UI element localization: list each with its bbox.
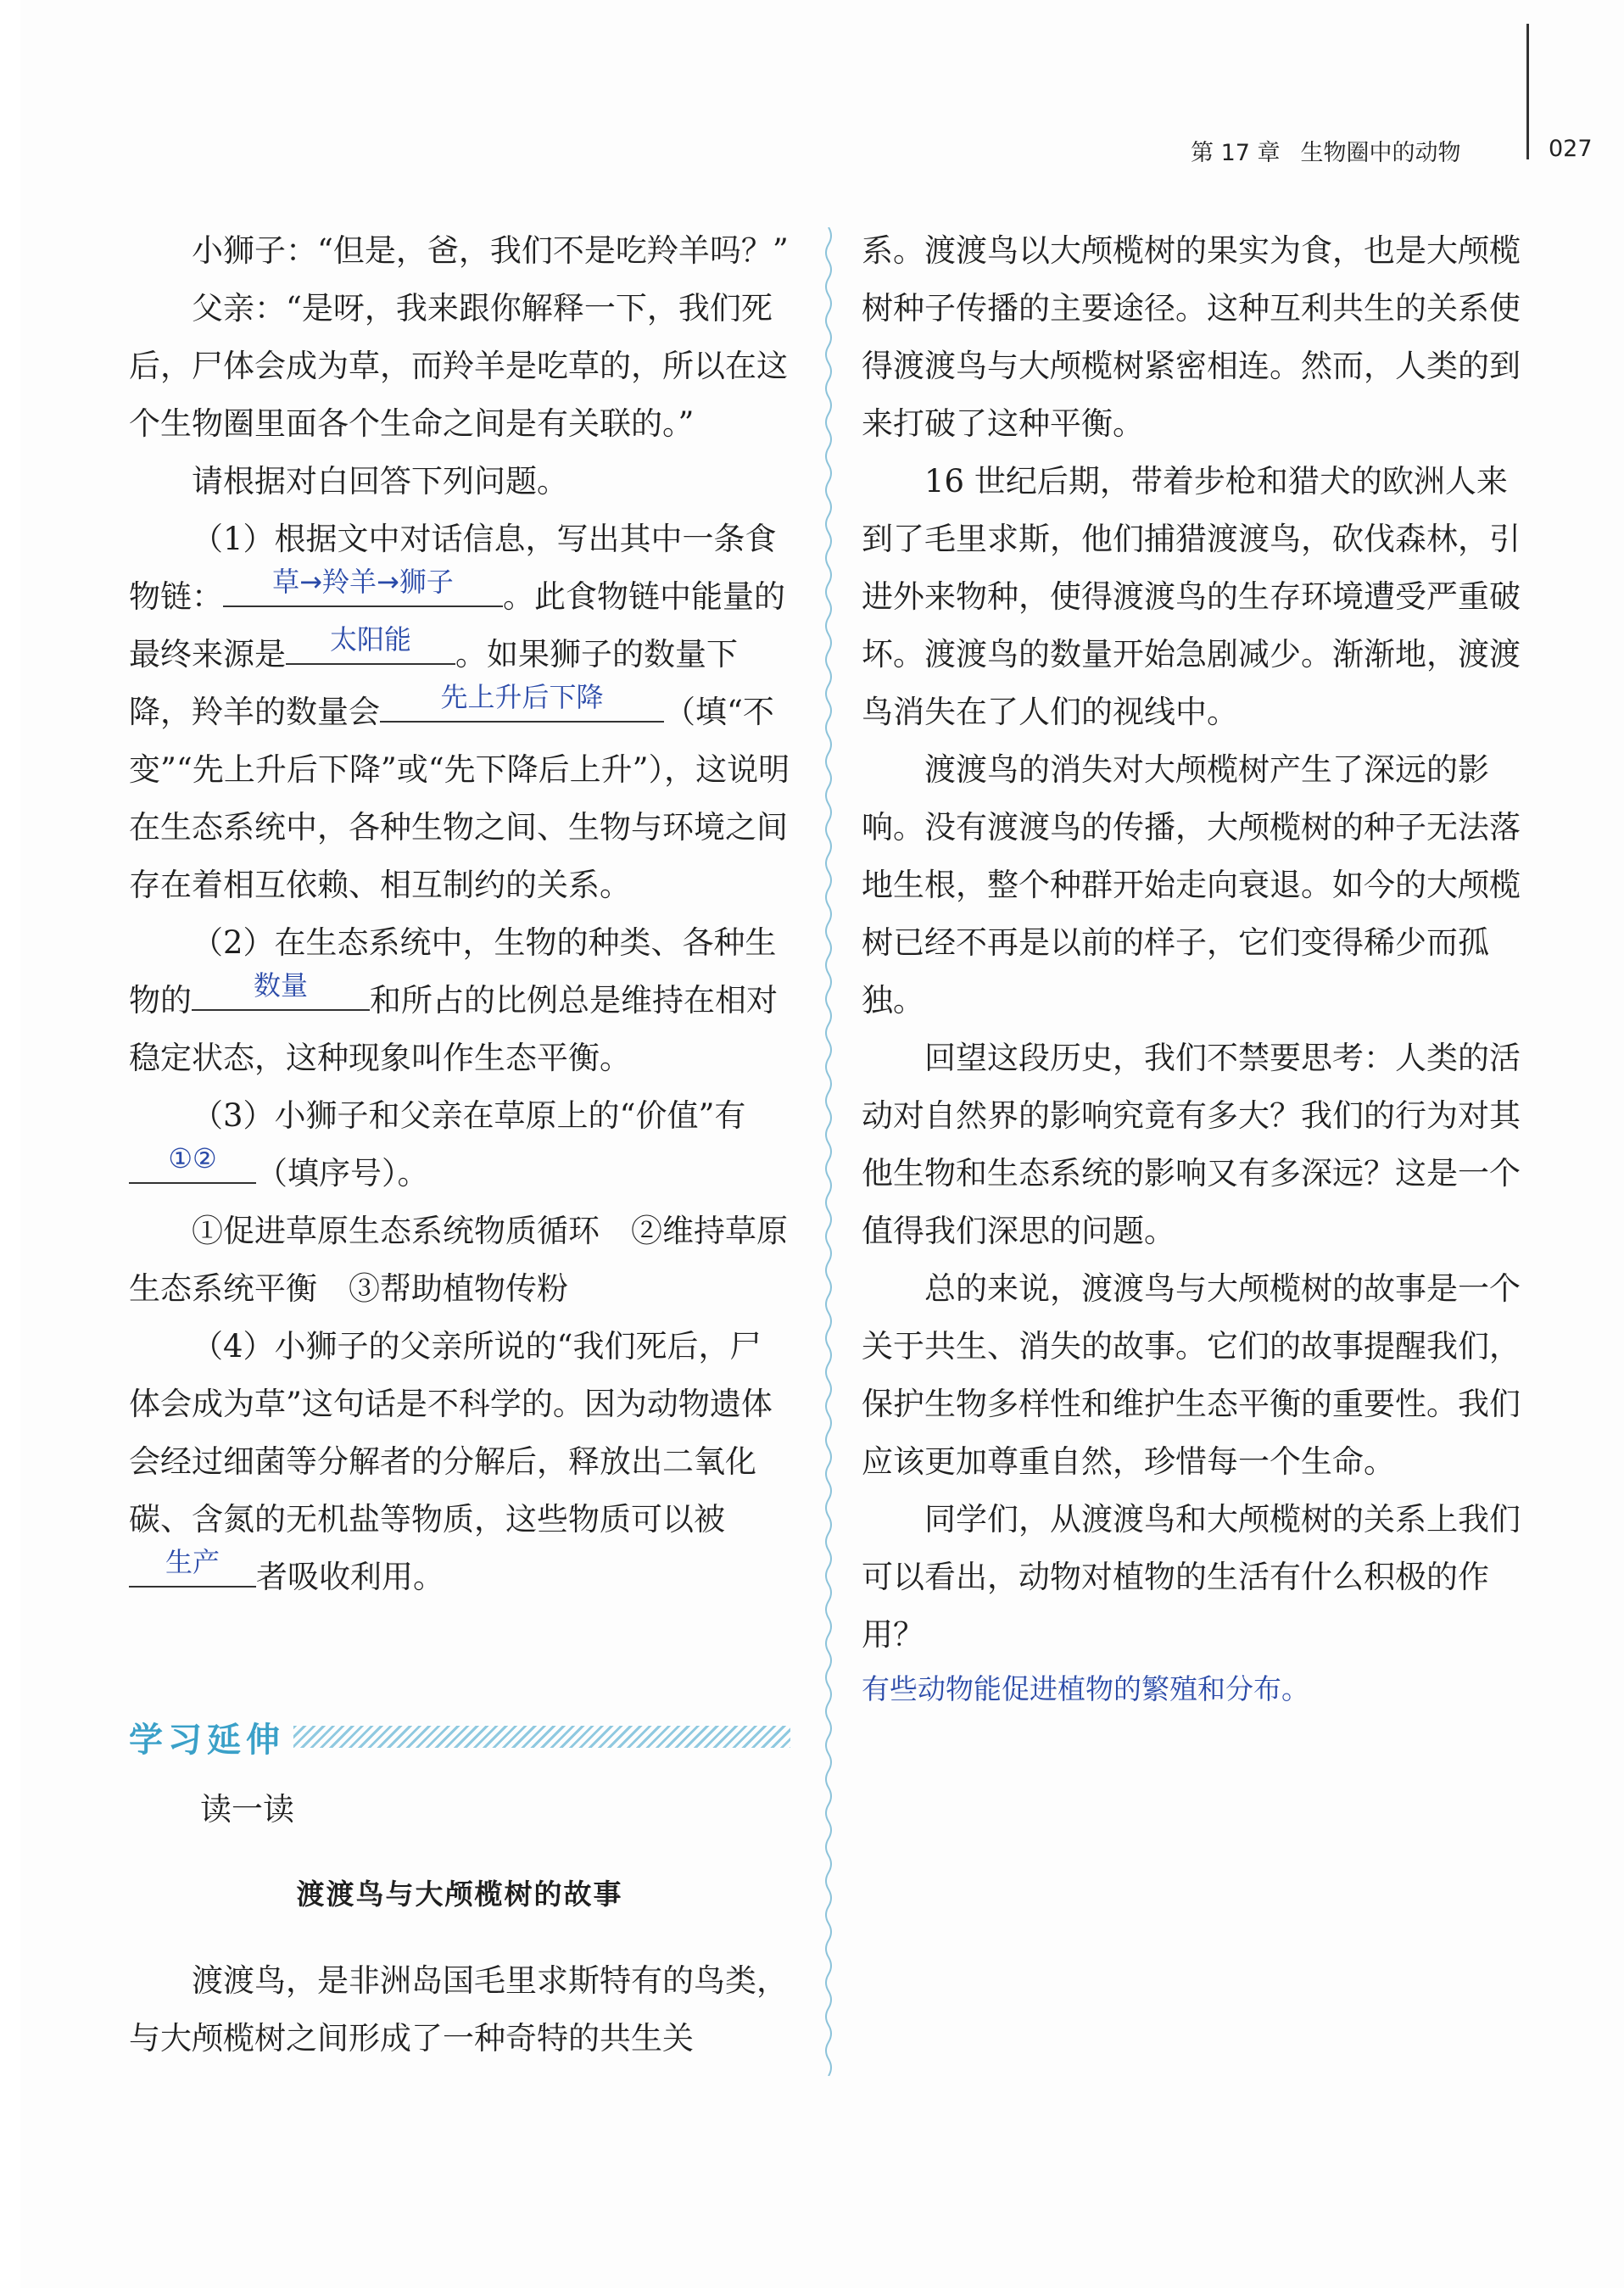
question-3-options: ①促进草原生态系统物质循环 ②维持草原生态系统平衡 ③帮助植物传粉 <box>129 1213 788 1307</box>
section-hatch-decoration <box>293 1726 790 1748</box>
section-header <box>129 1711 790 1762</box>
q4-answer: 生产 <box>165 1546 220 1578</box>
q1-answer-energy: 太阳能 <box>329 623 411 656</box>
column-divider-wavy <box>821 227 836 2076</box>
q2-text-b: 和所占的比例总是维持在相对稳定状态，这种现象叫作生态平衡。 <box>129 982 778 1076</box>
q1-text-b: 。此食物链中能量的最终来源是 <box>129 578 785 672</box>
question-instruction: 请根据对白回答下列问题。 <box>192 463 568 499</box>
q3-blank <box>129 1142 256 1184</box>
dialog-line-1: 小狮子：“但是，爸，我们不是吃羚羊吗？” <box>192 232 789 269</box>
read-label: 读一读 <box>200 1791 294 1828</box>
q1-text-c: 。如果狮子的数量下降，羚羊的数量会 <box>129 636 738 730</box>
q3-text-a: （3）小狮子和父亲在草原上的“价值”有 <box>192 1097 746 1134</box>
right-paragraph-2: 16 世纪后期，带着步枪和猎犬的欧洲人来到了毛里求斯，他们捕猎渡渡鸟，砍伐森林，引进外来物种，使得渡渡鸟的生存环境遭受严重破坏。渡渡鸟的数量开始急剧减少。渐渐地，渡渡鸟消失在了人们的视线中。 <box>862 463 1521 730</box>
q4-text-b: 者吸收利用。 <box>256 1559 444 1595</box>
q3-text-b: （填序号）。 <box>256 1155 429 1191</box>
question-4 <box>129 1318 790 1606</box>
q1-text-d: （填“不变”“先上升后下降”或“先下降后上升”），这说明在生态系统中，各种生物之间、生物与环境之间存在着相互依赖、相互制约的关系。 <box>129 694 790 903</box>
question-3 <box>129 1087 790 1203</box>
q2-text-a: （2）在生态系统中，生物的种类、各种生物的 <box>129 924 777 1018</box>
story-text-left <box>129 1952 790 2068</box>
running-header <box>1191 134 1461 167</box>
handwritten-answer: 有些动物能促进植物的繁殖和分布。 <box>862 1672 1309 1705</box>
q1-blank-trend <box>380 681 664 723</box>
right-paragraph-1: 系。渡渡鸟以大颅榄树的果实为食，也是大颅榄树种子传播的主要途径。这种互利共生的关系使得渡渡鸟与大颅榄树紧密相连。然而，人类的到来打破了这种平衡。 <box>862 232 1521 442</box>
question-2 <box>129 914 790 1087</box>
q2-blank <box>192 969 370 1011</box>
right-column <box>862 222 1523 1715</box>
right-paragraph-4: 回望这段历史，我们不禁要思考：人类的活动对自然界的影响究竟有多大？我们的行为对其他生物和生态系统的影响又有多深远？这是一个值得我们深思的问题。 <box>862 1040 1521 1249</box>
q2-answer: 数量 <box>253 969 308 1002</box>
q1-answer-food-chain: 草→羚羊→狮子 <box>272 566 454 598</box>
left-column <box>129 222 790 1606</box>
page-number: 027 <box>1549 136 1593 162</box>
question-1 <box>129 511 790 914</box>
chapter-number: 第 17 章 <box>1191 140 1281 166</box>
story-title: 渡渡鸟与大颅榄树的故事 <box>296 1878 623 1911</box>
right-paragraph-5: 总的来说，渡渡鸟与大颅榄树的故事是一个关于共生、消失的故事。它们的故事提醒我们，保护生物多样性和维护生态平衡的重要性。我们应该更加尊重自然，珍惜每一个生命。 <box>862 1270 1521 1480</box>
q1-text-a: （1）根据文中对话信息，写出其中一条食物链： <box>129 521 777 615</box>
q3-answer: ①② <box>168 1142 217 1175</box>
q1-blank-food-chain <box>223 566 503 607</box>
right-paragraph-3: 渡渡鸟的消失对大颅榄树产生了深远的影响。没有渡渡鸟的传播，大颅榄树的种子无法落地生根，整个种群开始走向衰退。如今的大颅榄树已经不再是以前的样子，它们变得稀少而孤独。 <box>862 751 1521 1018</box>
section-title: 学习延伸 <box>129 1720 285 1760</box>
q1-blank-energy <box>286 623 455 665</box>
story-paragraph-1: 渡渡鸟，是非洲岛国毛里求斯特有的鸟类，与大颅榄树之间形成了一种奇特的共生关 <box>129 1962 788 2056</box>
header-rule <box>1526 24 1529 159</box>
right-paragraph-6: 同学们，从渡渡鸟和大颅榄树的关系上我们可以看出，动物对植物的生活有什么积极的作用？ <box>862 1501 1521 1653</box>
chapter-title: 生物圈中的动物 <box>1300 140 1461 166</box>
dialog-line-2: 父亲：“是呀，我来跟你解释一下，我们死后，尸体会成为草，而羚羊是吃草的，所以在这个生物圈里面各个生命之间是有关联的。” <box>129 290 788 442</box>
q4-text-a: （4）小狮子的父亲所说的“我们死后，尸体会成为草”这句话是不科学的。因为动物遗体会经过细菌等分解者的分解后，释放出二氧化碳、含氮的无机盐等物质，这些物质可以被 <box>129 1328 773 1537</box>
q4-blank <box>129 1546 256 1588</box>
q1-answer-trend: 先上升后下降 <box>440 681 604 713</box>
